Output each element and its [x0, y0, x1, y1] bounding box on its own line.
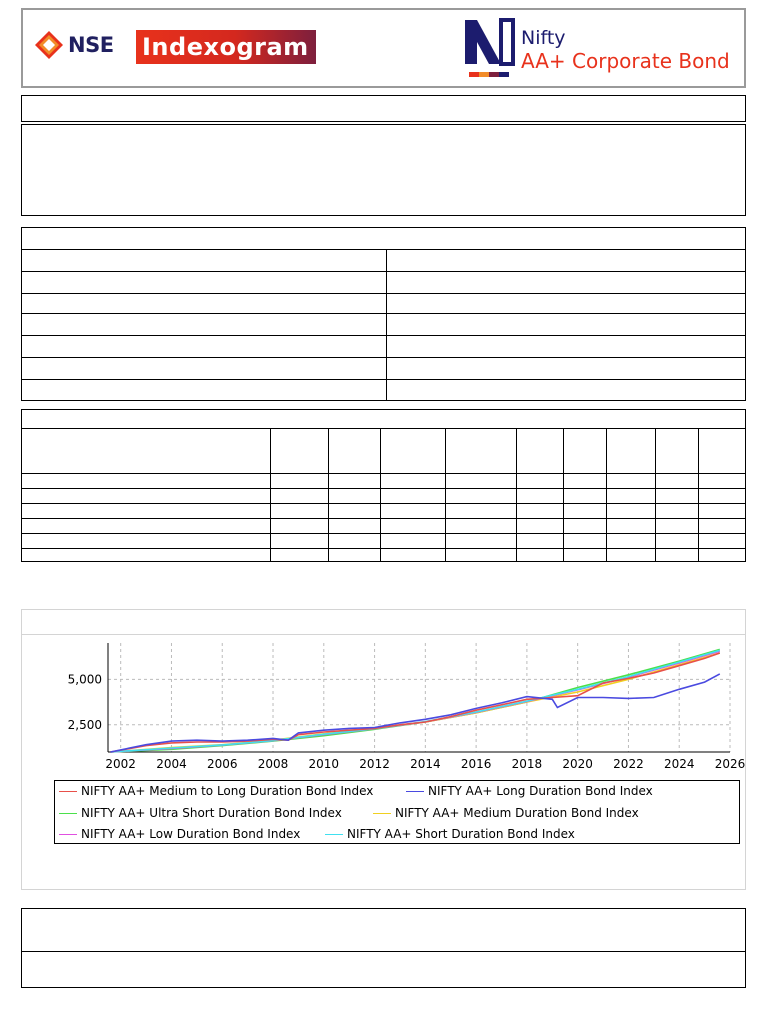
x-tick-label: 2012	[359, 757, 390, 771]
legend-item	[373, 806, 639, 821]
legend-swatch	[59, 834, 77, 835]
x-tick-label: 2024	[663, 757, 695, 771]
footer-divider	[22, 951, 745, 952]
column-divider	[270, 429, 271, 561]
indexogram-banner	[136, 30, 316, 64]
index-description-box	[21, 124, 746, 216]
column-divider	[655, 429, 656, 561]
info-table-row	[22, 380, 745, 401]
performance-chart	[22, 635, 745, 775]
legend-swatch	[406, 791, 424, 792]
legend-label: NIFTY AA+ Long Duration Bond Index	[428, 784, 653, 798]
x-tick-label: 2018	[511, 757, 543, 771]
chart-title-bar	[22, 610, 745, 635]
legend-swatch	[325, 834, 343, 835]
index-name-text: AA+ Corporate Bond	[521, 49, 730, 73]
table-row	[22, 504, 745, 519]
y-tick-label: 5,000	[67, 672, 102, 687]
table-row	[22, 549, 745, 562]
legend-item	[325, 827, 575, 842]
legend-item	[59, 827, 300, 842]
x-tick-label: 2026	[714, 757, 745, 771]
legend-item	[406, 784, 653, 799]
footer-box	[21, 908, 746, 988]
legend-swatch	[59, 791, 77, 792]
nifty-brand-text: Nifty	[521, 27, 566, 49]
column-divider	[563, 429, 564, 561]
legend-label: NIFTY AA+ Short Duration Bond Index	[347, 827, 575, 841]
series-line	[111, 649, 720, 752]
returns-table	[21, 409, 746, 562]
column-divider	[380, 429, 381, 561]
table-row	[22, 534, 745, 549]
x-tick-label: 2010	[308, 757, 340, 771]
legend-swatch	[373, 813, 391, 814]
column-divider	[698, 429, 699, 561]
table-row	[22, 519, 745, 534]
legend-label: NIFTY AA+ Medium to Long Duration Bond Index	[81, 784, 374, 798]
returns-table-head	[22, 429, 745, 474]
legend-swatch	[59, 813, 77, 814]
column-divider	[328, 429, 329, 561]
x-tick-label: 2014	[410, 757, 441, 771]
nse-brand-text: NSE	[68, 33, 114, 57]
x-tick-label: 2022	[613, 757, 644, 771]
legend-label: NIFTY AA+ Low Duration Bond Index	[81, 827, 301, 841]
info-table-row	[22, 358, 745, 380]
info-table-row	[22, 314, 745, 336]
legend-item	[59, 784, 373, 799]
x-tick-label: 2002	[105, 757, 136, 771]
table-row	[22, 474, 745, 489]
index-info-table	[21, 227, 746, 401]
column-divider	[445, 429, 446, 561]
info-table-header	[22, 228, 745, 250]
series-line	[111, 650, 720, 752]
info-table-row	[22, 336, 745, 358]
column-divider	[606, 429, 607, 561]
performance-chart-panel	[21, 609, 746, 890]
nse-logo-icon	[34, 30, 64, 60]
chart-legend	[54, 780, 740, 844]
index-title-box	[21, 95, 746, 122]
x-tick-label: 2006	[206, 757, 238, 771]
table-row	[22, 489, 745, 504]
legend-item	[59, 806, 342, 821]
report-header	[21, 8, 746, 88]
x-tick-label: 2020	[562, 757, 593, 771]
column-divider	[516, 429, 517, 561]
x-tick-label: 2016	[460, 757, 492, 771]
legend-label: NIFTY AA+ Medium Duration Bond Index	[395, 806, 639, 820]
x-tick-label: 2004	[156, 757, 187, 771]
legend-label: NIFTY AA+ Ultra Short Duration Bond Index	[81, 806, 342, 820]
series-line	[111, 651, 720, 752]
info-table-row	[22, 294, 745, 314]
nifty-mark-icon	[461, 16, 517, 80]
info-table-row	[22, 272, 745, 294]
returns-table-title	[22, 410, 745, 429]
y-tick-label: 2,500	[67, 717, 102, 732]
x-tick-label: 2008	[257, 757, 289, 771]
indexogram-text: Indexogram	[142, 33, 309, 61]
info-table-row	[22, 250, 745, 272]
